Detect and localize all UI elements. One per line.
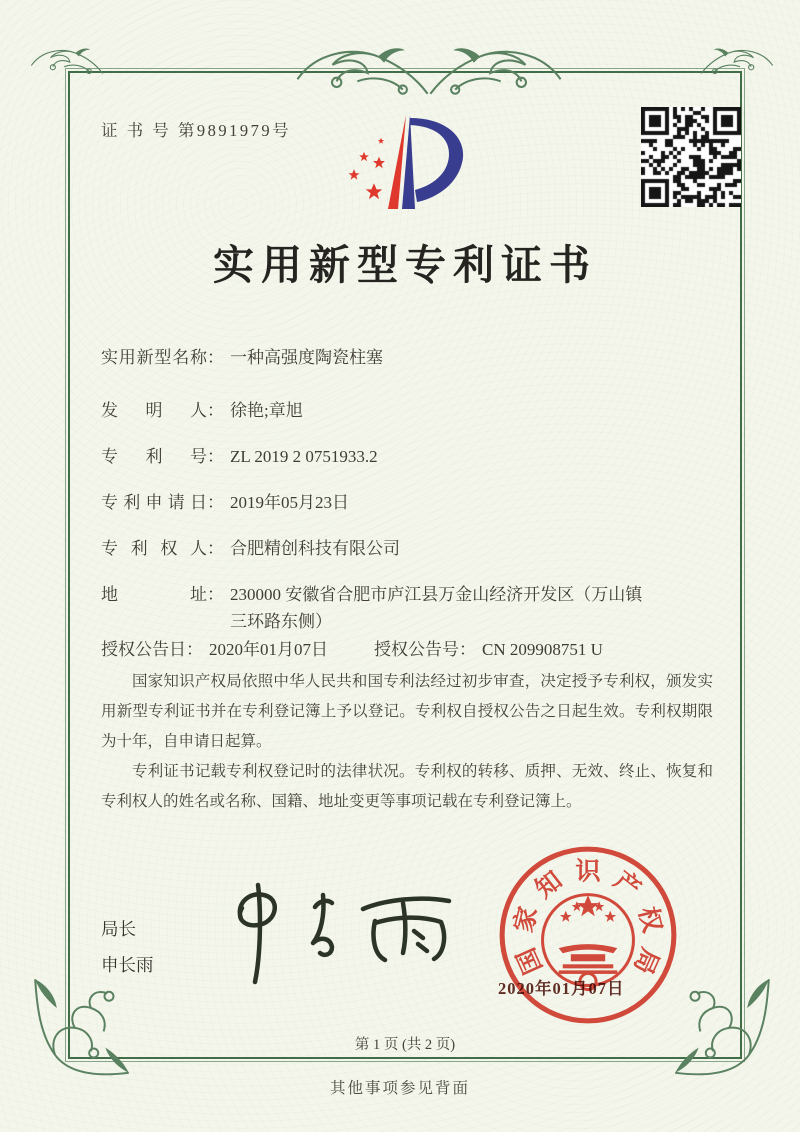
- field-colon: ：: [207, 447, 224, 466]
- field-row-address: [101, 581, 715, 635]
- field-value: 2019年05月23日: [230, 493, 349, 512]
- certificate-number: 证 书 号 第9891979号: [101, 121, 292, 140]
- seal-char: 产: [608, 866, 646, 904]
- field-row-patent-number: [101, 443, 715, 470]
- paragraph: 专利证书记载专利权登记时的法律状况。专利权的转移、质押、无效、终止、恢复和专利权人的姓名或名称、国籍、地址变更等事项记载在专利登记簿上。: [101, 763, 713, 810]
- field-value: 徐艳;章旭: [230, 401, 303, 420]
- officer-title: 局长: [101, 919, 136, 939]
- field-row-patentee: [101, 535, 715, 562]
- certificate-title: 实用新型专利证书: [213, 242, 597, 288]
- field-colon: ：: [207, 493, 224, 512]
- seal-char: 国: [511, 943, 548, 979]
- seal-char: 知: [530, 866, 568, 904]
- field-list: [101, 344, 715, 663]
- seal-char: 权: [633, 903, 667, 936]
- field-label: 发明人: [101, 401, 207, 420]
- field-value: 一种高强度陶瓷柱塞: [230, 348, 383, 367]
- paragraph: 国家知识产权局依照中华人民共和国专利法经过初步审查，决定授予专利权，颁发实用新型专利证书并在专利登记簿上予以登记。专利权自授权公告之日起生效。专利权期限为十年，自申请日起算。: [101, 673, 713, 750]
- officer-block: [101, 911, 154, 983]
- handwritten-signature-icon: [211, 877, 491, 992]
- field-row-filing-date: [101, 489, 715, 516]
- field-value: 230000 安徽省合肥市庐江县万金山经济开发区（万山镇三环路东侧）: [230, 585, 643, 631]
- certificate-border-frame: [65, 68, 745, 1062]
- field-colon: ：: [207, 348, 224, 367]
- grant-number-value: CN 209908751 U: [482, 640, 603, 659]
- page-number: 第 1 页 (共 2 页): [354, 1037, 456, 1053]
- qr-code: [641, 107, 741, 207]
- grant-date-label: 授权公告日：: [101, 640, 203, 659]
- cnipa-logo-icon: [328, 99, 492, 223]
- field-colon: ：: [207, 585, 224, 604]
- seal-char: 识: [575, 857, 601, 886]
- field-label: 专利申请日: [101, 493, 207, 512]
- field-row-grant: [101, 636, 715, 663]
- field-value: ZL 2019 2 0751933.2: [230, 447, 378, 466]
- national-emblem-icon: [543, 895, 634, 990]
- field-row-inventor: [101, 397, 715, 424]
- field-value: 合肥精创科技有限公司: [230, 539, 400, 558]
- legal-text: [101, 667, 713, 817]
- back-note: 其他事项参见背面: [329, 1080, 470, 1097]
- field-colon: ：: [207, 401, 224, 420]
- field-label: 地址: [101, 585, 207, 604]
- seal-char: 局: [628, 943, 665, 979]
- grant-number-label: 授权公告号：: [374, 640, 476, 659]
- field-label: 专利权人: [101, 539, 207, 558]
- seal-char: 家: [509, 903, 543, 936]
- seal-date: 2020年01月07日: [498, 979, 625, 998]
- grant-date-value: 2020年01月07日: [209, 640, 328, 659]
- officer-name: 申长雨: [101, 955, 154, 975]
- field-label: 实用新型名称: [101, 348, 207, 367]
- field-colon: ：: [207, 539, 224, 558]
- field-row-name: [101, 344, 715, 371]
- field-label: 专利号: [101, 447, 207, 466]
- official-red-seal-icon: [492, 839, 684, 1031]
